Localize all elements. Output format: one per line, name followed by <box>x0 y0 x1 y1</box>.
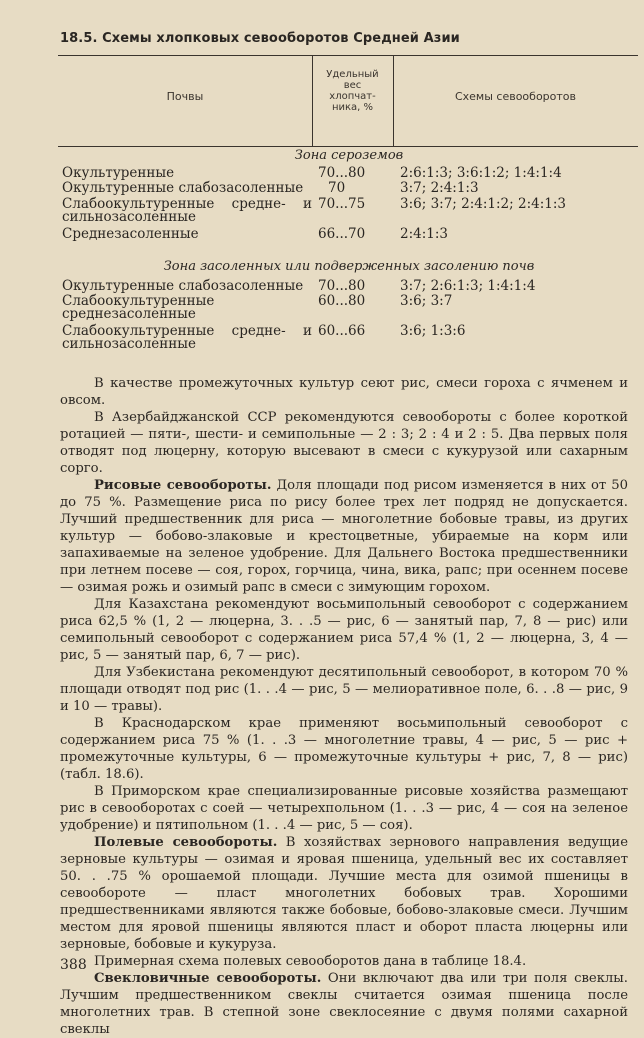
paragraph-text: Примерная схема полевых севооборотов дана в таблице 18.4. <box>94 954 527 969</box>
zone-title: Зона сероземов <box>294 148 404 163</box>
paragraph-text: В хозяйствах зернового направления ведущие зерновые культуры — озимая и яровая пшеница, удельный вес их составляет 50. . .75 % орошаемой площади. Лучшие места для озимой пшеницы в севообороте — пласт многолетних бобовых трав. Хорошими предшественниками являются также бобовые, бобово-злаковые смеси. Лучшим местом для яровой пшеницы являются пласт и оборот пласта люцерны или зерновые, бобовые и кукуруза. <box>60 835 628 952</box>
zone-title: Зона засоленных или подверженных засолению почв <box>163 259 535 274</box>
cell-schemes: 2:6:1:3; 3:6:1:2; 1:4:1:4 <box>400 165 562 181</box>
body-text <box>60 375 628 1038</box>
header-weight-line: ника, % <box>331 102 374 113</box>
cell-soil: Окультуренные слабозасоленные <box>62 278 304 294</box>
paragraph <box>60 970 628 1038</box>
paragraph <box>60 664 628 715</box>
header-weight-line: хлопчат- <box>329 91 376 102</box>
cell-schemes: 3:7; 2:6:1:3; 1:4:1:4 <box>400 278 536 294</box>
header-weight-line: Удельный <box>326 69 379 80</box>
paragraph-lead: Свекловичные севообороты. <box>94 971 322 986</box>
cell-weight: 70...75 <box>318 196 366 212</box>
header-soils: Почвы <box>166 90 204 103</box>
paragraph-text: Для Узбекистана рекомендуют десятипольный севооборот, в котором 70 % площади отводят под рис (1. . .4 — рис, 5 — мелиоративное поле, 6. . .8 — рис, 9 и 10 — травы). <box>60 665 628 714</box>
cell-weight: 70...80 <box>318 165 366 181</box>
cell-weight: 70...80 <box>318 278 366 294</box>
paragraph-lead: Рисовые севообороты. <box>94 478 272 493</box>
cell-weight: 66...70 <box>318 226 366 242</box>
cell-soil: Слабоокультуренные средне- и сильнозасоленные <box>62 196 312 225</box>
paragraph-text: В Азербайджанской ССР рекомендуются севообороты с более короткой ротацией — пяти-, шести- и семипольные — 2 : 3; 2 : 4 и 2 : 5. Два первых поля отводят под люцерну, которую высевают в смеси с кукурузой или сахарным сорго. <box>60 410 628 476</box>
table-header-rule <box>58 146 638 147</box>
cell-schemes: 3:6; 1:3:6 <box>400 323 466 339</box>
paragraph <box>60 409 628 477</box>
paragraph <box>60 783 628 834</box>
cell-schemes: 2:4:1:3 <box>400 226 449 242</box>
paragraph <box>60 375 628 409</box>
cell-soil: Слабоокультуренные среднезасоленные <box>62 293 215 322</box>
paragraph <box>60 596 628 664</box>
paragraph-text: В Приморском крае специализированные рисовые хозяйства размещают рис в севооборотах с соей — четырехпольном (1. . .3 — рис, 4 — соя на зеленое удобрение) и пятипольном (1. . .4 — рис, 5 — соя). <box>60 784 628 833</box>
cell-weight: 70 <box>328 180 346 196</box>
paragraph-text: Доля площади под рисом изменяется в них от 50 до 75 %. Размещение риса по рису более трех лет подряд не допускается. Лучший предшественник для риса — многолетние бобовые травы, из других культур — бобово-злаковые и крестоцветные, убираемые на корм или запахиваемые на зеленое удобрение. Для Дальнего Востока предшественники при летнем посеве — соя, горох, горчица, чина, вика, рапс; при осеннем посеве — озимая рожь и озимый рапс в смеси с зимующим горохом. <box>60 478 628 595</box>
table-top-rule <box>58 55 638 56</box>
paragraph <box>60 953 628 970</box>
header-schemes: Схемы севооборотов <box>454 90 577 103</box>
paragraph <box>60 834 628 953</box>
table-caption: 18.5. Схемы хлопковых севооборотов Средней Азии <box>60 31 460 46</box>
cell-soil: Слабоокультуренные средне- и сильнозасоленные <box>62 323 312 352</box>
paragraph-text: Для Казахстана рекомендуют восьмипольный севооборот с содержанием риса 62,5 % (1, 2 — люцерна, 3. . .5 — рис, 6 — занятый пар, 7, 8 — рис) или семипольный севооборот с содержанием риса 57,4 % (1, 2 — люцерна, 3, 4 — рис, 5 — занятый пар, 6, 7 — рис). <box>60 597 628 663</box>
cell-weight: 60...80 <box>318 293 366 309</box>
cell-soil: Среднезасоленные <box>62 226 199 242</box>
paragraph-text: Они включают два или три поля свеклы. Лучшим предшественником свеклы считается озимая пшеница после многолетних трав. В степной зоне свеклосеяние с двумя полями сахарной свеклы <box>60 971 628 1037</box>
cell-weight: 60...66 <box>318 323 366 339</box>
paragraph-lead: Полевые севообороты. <box>94 835 278 850</box>
header-weight-line: вес <box>343 80 362 91</box>
cell-soil: Окультуренные слабозасоленные <box>62 180 304 196</box>
paragraph <box>60 715 628 783</box>
paragraph-text: В качестве промежуточных культур сеют рис, смеси гороха с ячменем и овсом. <box>60 376 628 408</box>
cell-schemes: 3:6; 3:7; 2:4:1:2; 2:4:1:3 <box>400 196 566 212</box>
cell-schemes: 3:7; 2:4:1:3 <box>400 180 479 196</box>
paragraph <box>60 477 628 596</box>
page-number: 388 <box>60 957 87 973</box>
cell-schemes: 3:6; 3:7 <box>400 293 453 309</box>
header-weight <box>312 69 393 113</box>
paragraph-text: В Краснодарском крае применяют восьмипольный севооборот с содержанием риса 75 % (1. . .3 — многолетние травы, 4 — рис, 5 — рис + промежуточные культуры, 6 — промежуточные культуры + рис, 7, 8 — рис) (табл. 18.6). <box>60 716 628 782</box>
cell-soil: Окультуренные <box>62 165 175 181</box>
